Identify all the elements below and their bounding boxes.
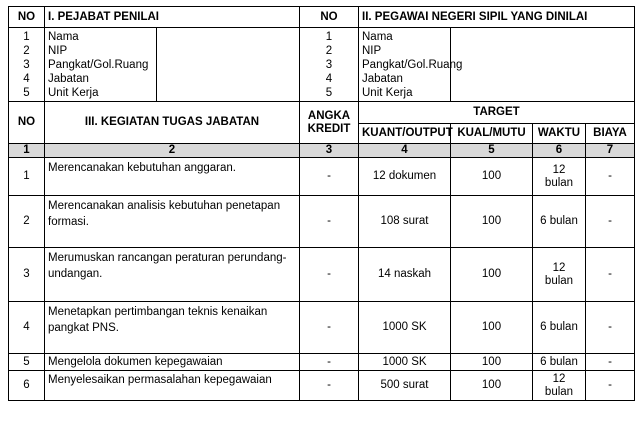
target-header: TARGET (359, 102, 635, 124)
task-cost: - (586, 158, 635, 196)
task-time-line: 6 bulan (540, 321, 578, 333)
cost-header: BIAYA (586, 124, 635, 144)
task-row (9, 302, 635, 354)
identity-label: Nama (362, 30, 393, 43)
task-desc-line: Merencanakan kebutuhan anggaran. (48, 162, 236, 174)
task-desc-line: Merumuskan rancangan peraturan perundang- (48, 252, 287, 264)
task-cost: - (586, 196, 635, 248)
task-time (533, 371, 586, 401)
task-time-line: 6 bulan (540, 215, 578, 227)
task-desc-line: Mengelola dokumen kepegawaian (48, 356, 223, 368)
task-cost: - (586, 371, 635, 401)
task-desc-line: undangan. (48, 268, 103, 280)
task-no: 3 (9, 248, 45, 302)
task-output: 14 naskah (359, 248, 451, 302)
task-output: 1000 SK (359, 354, 451, 371)
identity-numbers-right (300, 28, 359, 102)
identity-no: 1 (23, 30, 30, 43)
task-desc-line: Merencanakan analisis kebutuhan penetapan (48, 200, 281, 212)
identity-no: 4 (23, 72, 30, 85)
task-header-row (9, 102, 635, 124)
col-number: 4 (359, 144, 451, 158)
task-no: 4 (9, 302, 45, 354)
task-cost: - (586, 354, 635, 371)
column-number-row (9, 144, 635, 158)
task-no: 2 (9, 196, 45, 248)
task-desc (45, 196, 300, 248)
identity-labels-right (359, 28, 463, 102)
identity-label: NIP (362, 44, 382, 57)
section2-title: II. PEGAWAI NEGERI SIPIL YANG DINILAI (359, 7, 635, 28)
identity-labels-left (45, 28, 157, 102)
credit-header-line2: KREDIT (307, 122, 351, 135)
identity-values-left (157, 28, 300, 102)
task-time-line: bulan (544, 176, 574, 189)
col-number: 5 (451, 144, 533, 158)
identity-no: 1 (325, 30, 333, 43)
task-desc (45, 302, 300, 354)
task-desc-line: pangkat PNS. (48, 322, 119, 334)
task-time (533, 196, 586, 248)
task-time-line: 12 (552, 261, 566, 274)
identity-no: 4 (325, 72, 333, 85)
col-number: 2 (45, 144, 300, 158)
task-time-line: 12 (552, 163, 566, 176)
task-quality: 100 (451, 196, 533, 248)
no-header: NO (9, 7, 45, 28)
no-header-2: NO (300, 7, 359, 28)
task-output: 500 surat (359, 371, 451, 401)
col-number: 3 (300, 144, 359, 158)
task-credit: - (300, 354, 359, 371)
task-row (9, 158, 635, 196)
output-header: KUANT/OUTPUT (359, 124, 451, 144)
task-output: 12 dokumen (359, 158, 451, 196)
task-no: 1 (9, 158, 45, 196)
task-desc-line: Menetapkan pertimbangan teknis kenaikan (48, 306, 268, 318)
task-quality: 100 (451, 302, 533, 354)
identity-label: NIP (48, 44, 68, 57)
task-credit: - (300, 302, 359, 354)
task-time (533, 354, 586, 371)
identity-no: 2 (325, 44, 333, 57)
section-header-row (9, 7, 635, 28)
task-title: III. KEGIATAN TUGAS JABATAN (45, 102, 300, 144)
task-output: 1000 SK (359, 302, 451, 354)
identity-label: Jabatan (362, 72, 403, 85)
task-row (9, 354, 635, 371)
identity-no: 5 (23, 86, 30, 99)
col-number: 6 (533, 144, 586, 158)
identity-label: Pangkat/Gol.Ruang (48, 58, 149, 71)
task-no: 6 (9, 371, 45, 401)
identity-no: 5 (325, 86, 333, 99)
task-credit: - (300, 248, 359, 302)
task-desc-line: formasi. (48, 216, 89, 228)
col-number: 1 (9, 144, 45, 158)
identity-numbers-left (9, 28, 45, 102)
task-time-line: 12 (552, 372, 566, 385)
skp-table (8, 6, 635, 401)
task-cost: - (586, 302, 635, 354)
identity-block-row (9, 28, 635, 102)
task-time-line: bulan (544, 385, 574, 398)
task-no: 5 (9, 354, 45, 371)
quality-header: KUAL/MUTU (451, 124, 533, 144)
task-output: 108 surat (359, 196, 451, 248)
identity-no: 3 (23, 58, 30, 71)
task-no-header: NO (9, 102, 45, 144)
task-quality: 100 (451, 354, 533, 371)
time-header: WAKTU (533, 124, 586, 144)
task-credit: - (300, 158, 359, 196)
identity-label: Jabatan (48, 72, 89, 85)
task-time (533, 302, 586, 354)
identity-no: 3 (325, 58, 333, 71)
task-row (9, 371, 635, 401)
credit-header (300, 102, 359, 144)
task-quality: 100 (451, 158, 533, 196)
identity-values-right (451, 28, 635, 102)
task-desc (45, 158, 300, 196)
identity-label: Pangkat/Gol.Ruang (362, 58, 463, 71)
identity-label: Nama (48, 30, 79, 43)
task-quality: 100 (451, 371, 533, 401)
task-desc (45, 354, 300, 371)
task-time (533, 248, 586, 302)
task-row (9, 248, 635, 302)
task-desc (45, 248, 300, 302)
task-time-line: bulan (544, 274, 574, 287)
identity-no: 2 (23, 44, 30, 57)
task-time (533, 158, 586, 196)
col-number: 7 (586, 144, 635, 158)
task-quality: 100 (451, 248, 533, 302)
task-desc-line: Menyelesaikan permasalahan kepegawaian (48, 374, 272, 386)
task-row (9, 196, 635, 248)
task-credit: - (300, 371, 359, 401)
identity-label: Unit Kerja (48, 86, 99, 99)
task-desc (45, 371, 300, 401)
credit-header-line1: ANGKA (307, 109, 351, 122)
task-cost: - (586, 248, 635, 302)
section1-title: I. PEJABAT PENILAI (45, 7, 300, 28)
identity-label: Unit Kerja (362, 86, 413, 99)
task-credit: - (300, 196, 359, 248)
task-time-line: 6 bulan (540, 356, 578, 368)
